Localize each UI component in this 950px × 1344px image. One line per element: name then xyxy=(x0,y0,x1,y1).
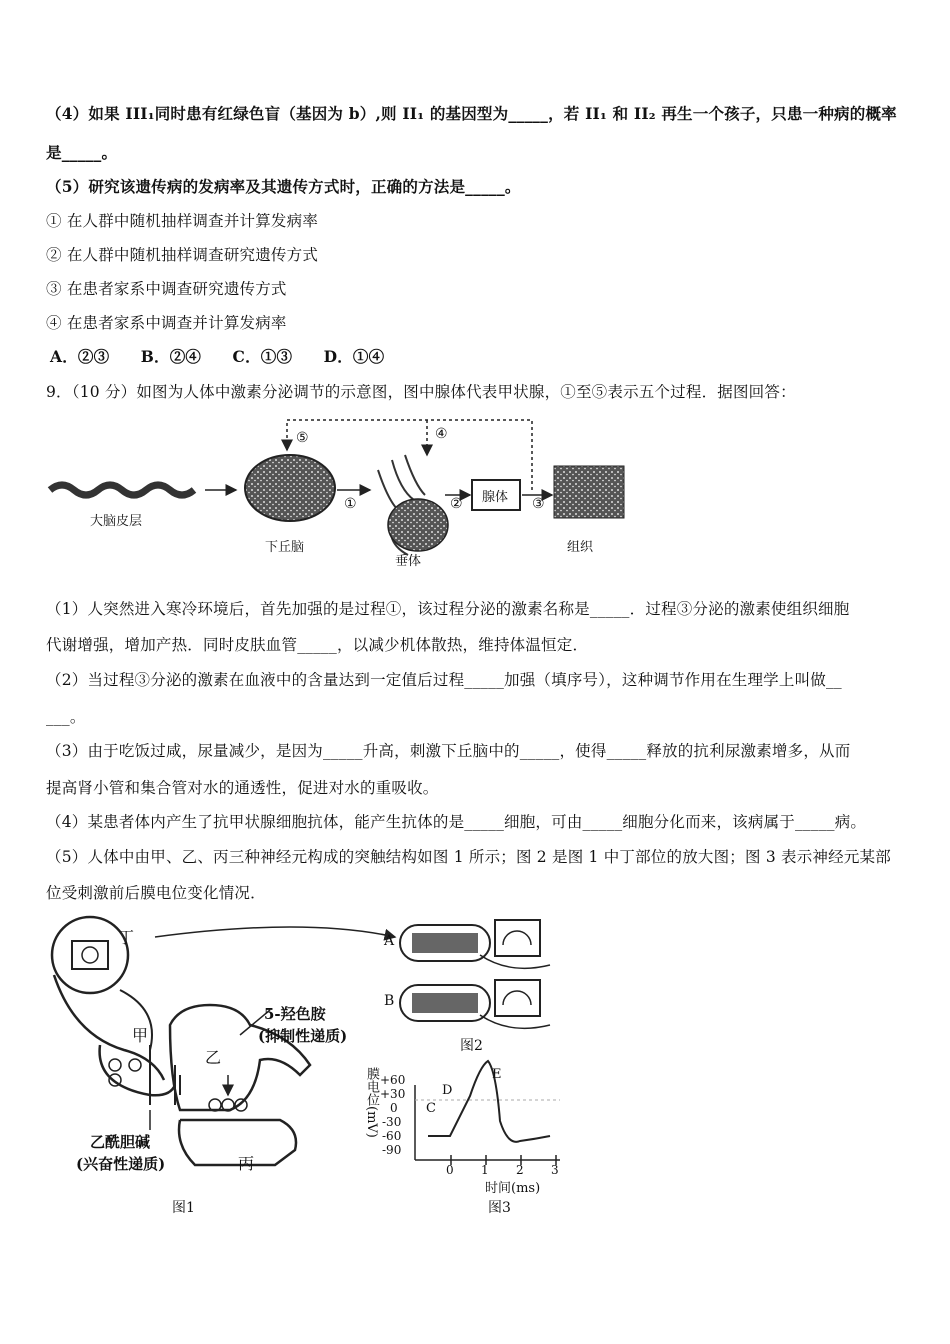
hypothalamus-label: 下丘脑 xyxy=(265,540,305,555)
q8-part5: （5）研究该遗传病的发病率及其遗传方式时，正确的方法是_____。 xyxy=(46,177,521,196)
fig3-d-label: D xyxy=(442,1083,453,1098)
q9-sub2-line2: ___。 xyxy=(46,708,86,726)
synapse-figures xyxy=(40,915,600,1225)
fig3-xlabel: 时间(ms) xyxy=(485,1181,541,1196)
fig1-caption: 图1 xyxy=(172,1200,195,1216)
jia-label: 甲 xyxy=(132,1026,149,1045)
fig3-xtick-3: 3 xyxy=(551,1163,559,1177)
fig3-ytick-60: +60 xyxy=(380,1073,406,1087)
tissue-label: 组织 xyxy=(567,540,594,555)
ding-label: 丁 xyxy=(118,928,135,947)
fig3-caption: 图3 xyxy=(488,1200,511,1216)
ach-label: 乙酰胆碱 xyxy=(90,1133,151,1151)
fig3-ytick-0: 0 xyxy=(390,1101,398,1115)
fig2-b-label: B xyxy=(384,993,395,1009)
q8-option-4: ④ 在患者家系中调查并计算发病率 xyxy=(46,314,287,332)
q8-part4-line2: 是_____。 xyxy=(46,143,118,162)
process-4-label: ④ xyxy=(435,426,448,442)
fig3-ytick-30: +30 xyxy=(380,1087,406,1101)
q9-stem: 9．（10 分）如图为人体中激素分泌调节的示意图，图中腺体代表甲状腺，①至⑤表示五个过程．据图回答： xyxy=(46,383,796,401)
cortex-label: 大脑皮层 xyxy=(90,514,143,529)
yi-label: 乙 xyxy=(205,1048,222,1067)
fig3-xtick-0: 0 xyxy=(446,1163,454,1177)
fig2-caption: 图2 xyxy=(460,1038,483,1054)
serotonin-label: 5-羟色胺 xyxy=(264,1005,326,1023)
q9-sub3-line1: （3）由于吃饭过咸，尿量减少，是因为_____升高，刺激下丘脑中的_____，使得_____释放的抗利尿激素增多，从而 xyxy=(46,742,851,760)
fig3-c-label: C xyxy=(426,1101,436,1116)
serotonin-note: (抑制性递质) xyxy=(258,1027,348,1045)
q8-part4-line1: （4）如果 III₁同时患有红绿色盲（基因为 b）,则 II₁ 的基因型为_____，若 II₁ 和 II₂ 再生一个孩子，只患一种病的概率 xyxy=(46,104,897,123)
hormone-regulation-figure xyxy=(40,410,660,569)
process-5-label: ⑤ xyxy=(296,430,309,446)
q9-sub2-line1: （2）当过程③分泌的激素在血液中的含量达到一定值后过程_____加强（填序号），这种调节作用在生理学上叫做__ xyxy=(46,671,842,689)
q9-sub1-line2: 代谢增强，增加产热．同时皮肤血管_____，以减少机体散热，维持体温恒定． xyxy=(46,636,589,654)
process-1-label: ① xyxy=(344,496,357,512)
pituitary-label: 垂体 xyxy=(395,554,422,569)
q9-sub4: （4）某患者体内产生了抗甲状腺细胞抗体，能产生抗体的是_____细胞，可由_____细胞分化而来，该病属于_____病。 xyxy=(46,813,867,831)
q9-sub5-line1: （5）人体中由甲、乙、丙三种神经元构成的突触结构如图 1 所示；图 2 是图 1 中丁部位的放大图；图 3 表示神经元某部 xyxy=(46,848,891,866)
q8-option-3: ③ 在患者家系中调查研究遗传方式 xyxy=(46,280,287,298)
fig2-a-label: A xyxy=(384,933,395,949)
fig3-e-label: E xyxy=(492,1067,502,1082)
q8-option-2: ② 在人群中随机抽样调查研究遗传方式 xyxy=(46,246,319,264)
q9-sub5-line2: 位受刺激前后膜电位变化情况． xyxy=(46,884,266,902)
process-3-label: ③ xyxy=(532,496,545,512)
bing-label: 丙 xyxy=(238,1154,255,1173)
fig3-xtick-1: 1 xyxy=(481,1163,489,1177)
gland-label: 腺体 xyxy=(482,490,509,505)
process-2-label: ② xyxy=(450,496,463,512)
fig3-ylabel: 膜电位(mV) xyxy=(364,1067,379,1138)
q9-sub3-line2: 提高肾小管和集合管对水的通透性，促进对水的重吸收。 xyxy=(46,779,439,797)
q8-option-1: ① 在人群中随机抽样调查并计算发病率 xyxy=(46,212,319,230)
q8-choices: A．②③ B．②④ C．①③ D．①④ xyxy=(50,347,385,366)
fig3-ytick-m60: -60 xyxy=(382,1129,402,1143)
q9-sub1-line1: （1）人突然进入寒冷环境后，首先加强的是过程①，该过程分泌的激素名称是_____．过程③分泌的激素使组织细胞 xyxy=(46,600,850,618)
ach-note: (兴奋性递质) xyxy=(76,1155,166,1173)
fig3-ytick-m30: -30 xyxy=(382,1115,402,1129)
fig3-ytick-m90: -90 xyxy=(382,1143,402,1157)
fig3-xtick-2: 2 xyxy=(516,1163,524,1177)
